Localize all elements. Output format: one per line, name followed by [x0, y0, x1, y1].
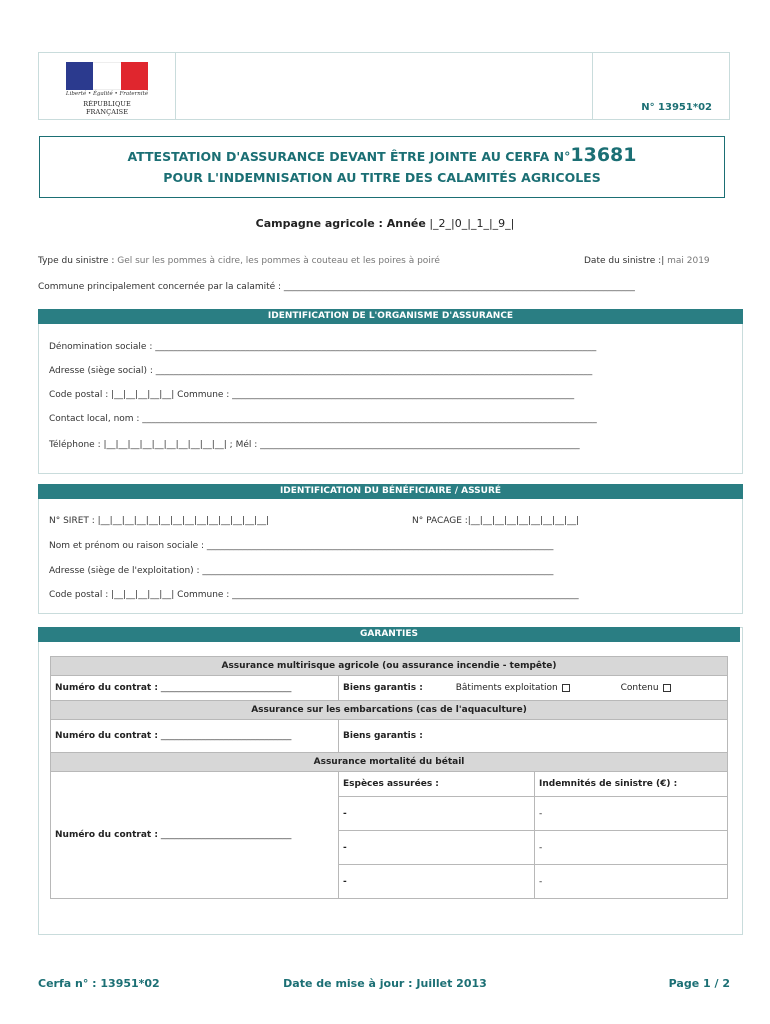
betail-title: Assurance mortalité du bétail [51, 753, 728, 772]
organisme-code-postal-field[interactable]: Code postal : |__|__|__|__|__| Commune : ____________________________________________________________________________ [49, 390, 575, 400]
header-divider [592, 53, 593, 119]
contact-field[interactable]: Contact local, nom : _____________________________________________________________________________________________________ [49, 414, 597, 424]
embarcations-contrat-cell [51, 720, 339, 753]
footer-page: Page 1 / 2 [668, 977, 730, 990]
pacage-field[interactable]: N° PACAGE :|__|__|__|__|__|__|__|__|__| [412, 516, 580, 526]
multirisque-title: Assurance multirisque agricole (ou assurance incendie - tempête) [51, 657, 728, 676]
sinistre-date-label: Date du sinistre :| [584, 256, 665, 266]
nom-field[interactable]: Nom et prénom ou raison sociale : _____________________________________________________________________________ [49, 541, 554, 551]
republic-logo [62, 60, 152, 114]
multirisque-contrat-field[interactable]: _____________________________ [160, 683, 292, 693]
indemnite-entry-3[interactable]: - [535, 865, 728, 899]
sinistre-type-value[interactable]: Gel sur les pommes à cidre, les pommes à couteau et les poires à poiré [117, 256, 440, 266]
batiments-label: Bâtiments exploitation [455, 683, 558, 693]
contenu-checkbox[interactable] [663, 684, 671, 692]
sinistre-type-row [38, 256, 440, 266]
sinistre-date-row [584, 256, 710, 266]
sinistre-date-value[interactable]: mai 2019 [667, 256, 710, 266]
beneficiaire-header: IDENTIFICATION DU BÉNÉFICIAIRE / ASSURÉ [38, 484, 743, 499]
organisme-header: IDENTIFICATION DE L'ORGANISME D'ASSURANCE [38, 309, 743, 324]
contrat-label: Numéro du contrat : [55, 830, 158, 840]
multirisque-biens-cell [339, 676, 728, 701]
indemnite-entry-2[interactable]: - [535, 831, 728, 865]
form-number: N° 13951*02 [641, 102, 712, 113]
batiments-checkbox[interactable] [562, 684, 570, 692]
republic-motto: Liberté • Égalité • Fraternité [65, 91, 149, 97]
garanties-table [50, 656, 728, 899]
betail-contrat-field[interactable]: _____________________________ [160, 830, 292, 840]
adresse-exploitation-field[interactable]: Adresse (siège de l'exploitation) : ______________________________________________________________________________ [49, 566, 554, 576]
header-divider [175, 53, 176, 119]
campagne-line [0, 217, 770, 230]
espece-entry-2[interactable]: - [339, 831, 535, 865]
campagne-value[interactable]: |_2_|0_|_1_|_9_| [429, 217, 515, 230]
campagne-label: Campagne agricole : Année [255, 217, 426, 230]
indemnites-header [535, 772, 728, 797]
espece-entry-3[interactable]: - [339, 865, 535, 899]
denomination-field[interactable]: Dénomination sociale : __________________________________________________________________________________________________ [49, 342, 597, 352]
footer-date: Date de mise à jour : Juillet 2013 [283, 977, 487, 990]
adresse-siege-field[interactable]: Adresse (siège social) : _________________________________________________________________________________________________ [49, 366, 593, 376]
biens-label: Biens garantis : [343, 683, 423, 693]
siret-field[interactable]: N° SIRET : |__|__|__|__|__|__|__|__|__|__|__|__|__|__| [49, 516, 270, 526]
indemnites-label: Indemnités de sinistre (€) : [539, 779, 678, 789]
espece-entry-1[interactable]: - [339, 797, 535, 831]
betail-contrat-cell [51, 772, 339, 899]
commune-field[interactable]: Commune principalement concernée par la calamité : ______________________________________________________________________________ [38, 282, 635, 292]
multirisque-contrat-cell [51, 676, 339, 701]
contrat-label: Numéro du contrat : [55, 731, 158, 741]
beneficiaire-code-postal-field[interactable]: Code postal : |__|__|__|__|__| Commune : _____________________________________________________________________________ [49, 590, 579, 600]
contrat-label: Numéro du contrat : [55, 683, 158, 693]
especes-header [339, 772, 535, 797]
especes-label: Espèces assurées : [343, 779, 439, 789]
marianne-flag-icon [66, 62, 148, 90]
telephone-field[interactable]: Téléphone : |__|__|__|__|__|__|__|__|__|__| ; Mél : _______________________________________________________________________ [49, 440, 580, 450]
indemnite-entry-1[interactable]: - [535, 797, 728, 831]
title-line-2: POUR L'INDEMNISATION AU TITRE DES CALAMITÉS AGRICOLES [163, 170, 601, 185]
biens-label: Biens garantis : [343, 731, 423, 741]
sinistre-type-label: Type du sinistre : [38, 256, 115, 266]
embarcations-title: Assurance sur les embarcations (cas de l'aquaculture) [51, 701, 728, 720]
republic-name: RÉPUBLIQUE FRANÇAISE [83, 100, 131, 116]
title-line-1 [39, 144, 725, 166]
footer-cerfa: Cerfa n° : 13951*02 [38, 977, 160, 990]
title-cerfa-number: 13681 [570, 144, 637, 166]
garanties-header: GARANTIES [38, 627, 740, 642]
title-prefix: ATTESTATION D'ASSURANCE DEVANT ÊTRE JOINTE AU CERFA N° [127, 149, 571, 164]
embarcations-contrat-field[interactable]: _____________________________ [160, 731, 292, 741]
contenu-label: Contenu [620, 683, 659, 693]
embarcations-biens-cell [339, 720, 728, 753]
